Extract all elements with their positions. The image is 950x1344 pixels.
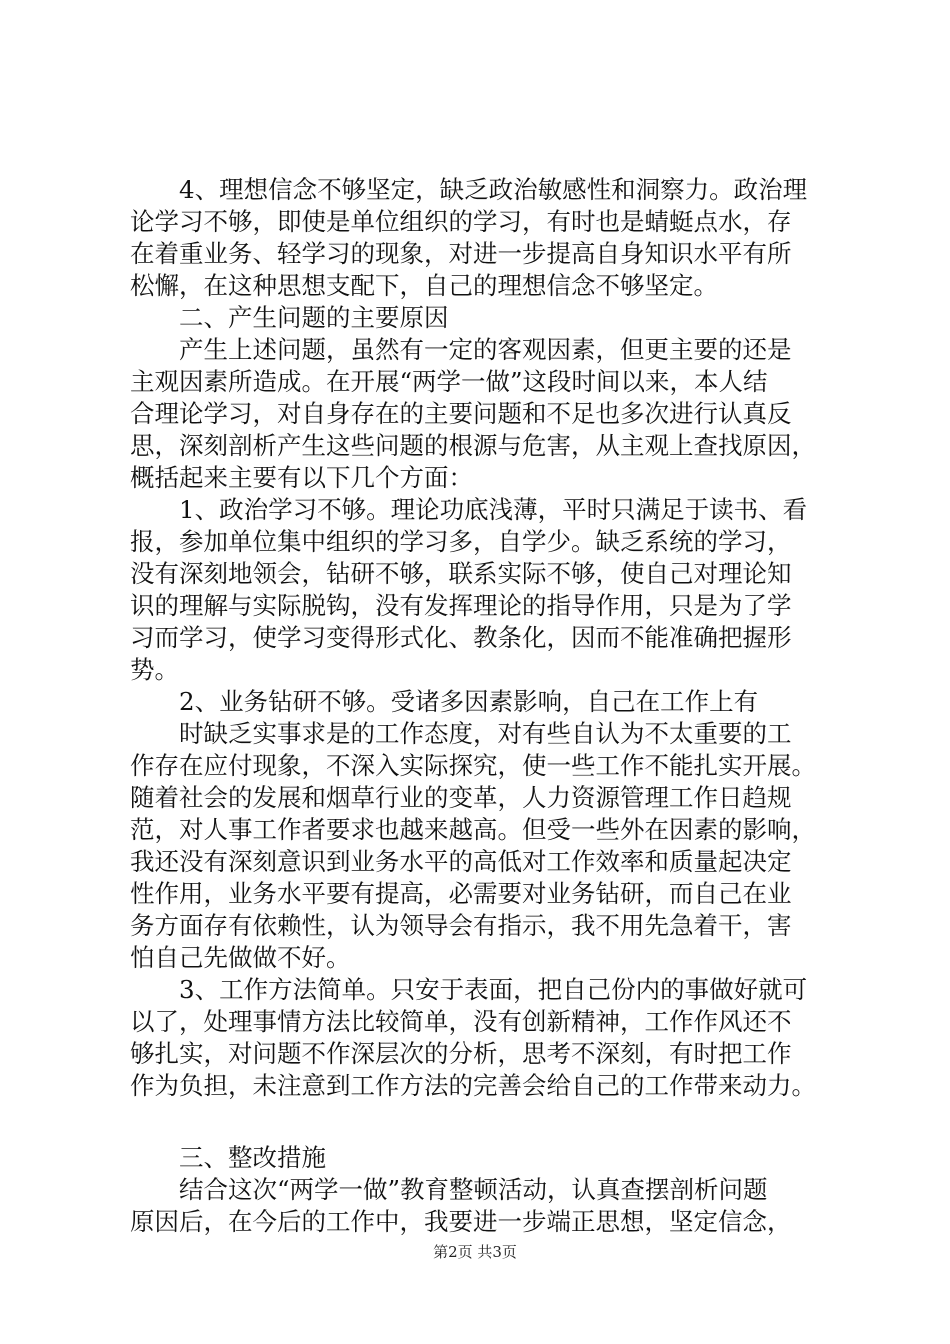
paragraph-line: 论学习不够，即使是单位组织的学习，有时也是蜻蜓点水，存 xyxy=(130,207,792,236)
paragraph-line: 4、理想信念不够坚定，缺乏政治敏感性和洞察力。政治理 xyxy=(179,175,808,204)
paragraph-line: 时缺乏实事求是的工作态度，对有些自认为不太重要的工 xyxy=(179,719,792,748)
paragraph-line: 松懈，在这种思想支配下，自己的理想信念不够坚定。 xyxy=(130,271,718,300)
paragraph-line: 2、业务钻研不够。受诸多因素影响，自己在工作上有 xyxy=(179,687,759,716)
paragraph-line: 怕自己先做做不好。 xyxy=(130,943,351,972)
paragraph-line: 作存在应付现象，不深入实际探究，使一些工作不能扎实开展。 xyxy=(130,751,816,780)
paragraph-line: 势。 xyxy=(130,655,179,684)
paragraph-line: 原因后，在今后的工作中，我要进一步端正思想，坚定信念， xyxy=(130,1207,792,1236)
section-heading: 三、整改措施 xyxy=(179,1143,326,1172)
body-text xyxy=(130,174,830,1238)
paragraph-line: 没有深刻地领会，钻研不够，联系实际不够，使自己对理论知 xyxy=(130,559,792,588)
paragraph-line: 概括起来主要有以下几个方面： xyxy=(130,463,473,492)
paragraph-line: 习而学习，使学习变得形式化、教条化，因而不能准确把握形 xyxy=(130,623,792,652)
paragraph-line: 合理论学习，对自身存在的主要问题和不足也多次进行认真反 xyxy=(130,399,792,428)
paragraph-line: 思，深刻剖析产生这些问题的根源与危害，从主观上查找原因， xyxy=(130,431,816,460)
paragraph-line: 性作用，业务水平要有提高，必需要对业务钻研，而自己在业 xyxy=(130,879,792,908)
paragraph-line: 结合这次“两学一做”教育整顿活动，认真查摆剖析问题 xyxy=(179,1175,768,1204)
paragraph-line: 主观因素所造成。在开展“两学一做”这段时间以来，本人结 xyxy=(130,367,768,396)
blank-line xyxy=(130,1102,830,1142)
section-heading: 二、产生问题的主要原因 xyxy=(179,303,449,332)
paragraph-line: 我还没有深刻意识到业务水平的高低对工作效率和质量起决定 xyxy=(130,847,792,876)
paragraph-line: 识的理解与实际脱钩，没有发挥理论的指导作用，只是为了学 xyxy=(130,591,792,620)
paragraph-line: 1、政治学习不够。理论功底浅薄，平时只满足于读书、看 xyxy=(179,495,808,524)
paragraph-line: 范，对人事工作者要求也越来越高。但受一些外在因素的影响， xyxy=(130,815,816,844)
paragraph-line: 作为负担，未注意到工作方法的完善会给自己的工作带来动力。 xyxy=(130,1071,816,1100)
paragraph-line: 产生上述问题，虽然有一定的客观因素，但更主要的还是 xyxy=(179,335,792,364)
paragraph-line: 报，参加单位集中组织的学习多，自学少。缺乏系统的学习， xyxy=(130,527,792,556)
paragraph-line: 以了，处理事情方法比较简单，没有创新精神，工作作风还不 xyxy=(130,1007,792,1036)
paragraph-line: 3、工作方法简单。只安于表面，把自己份内的事做好就可 xyxy=(179,975,808,1004)
paragraph-line: 务方面存有依赖性，认为领导会有指示，我不用先急着干，害 xyxy=(130,911,792,940)
paragraph-line: 够扎实，对问题不作深层次的分析，思考不深刻，有时把工作 xyxy=(130,1039,792,1068)
page-footer: 第2页 共3页 xyxy=(433,1243,517,1261)
paragraph-line: 在着重业务、轻学习的现象，对进一步提高自身知识水平有所 xyxy=(130,239,792,268)
paragraph-line: 随着社会的发展和烟草行业的变革，人力资源管理工作日趋规 xyxy=(130,783,792,812)
